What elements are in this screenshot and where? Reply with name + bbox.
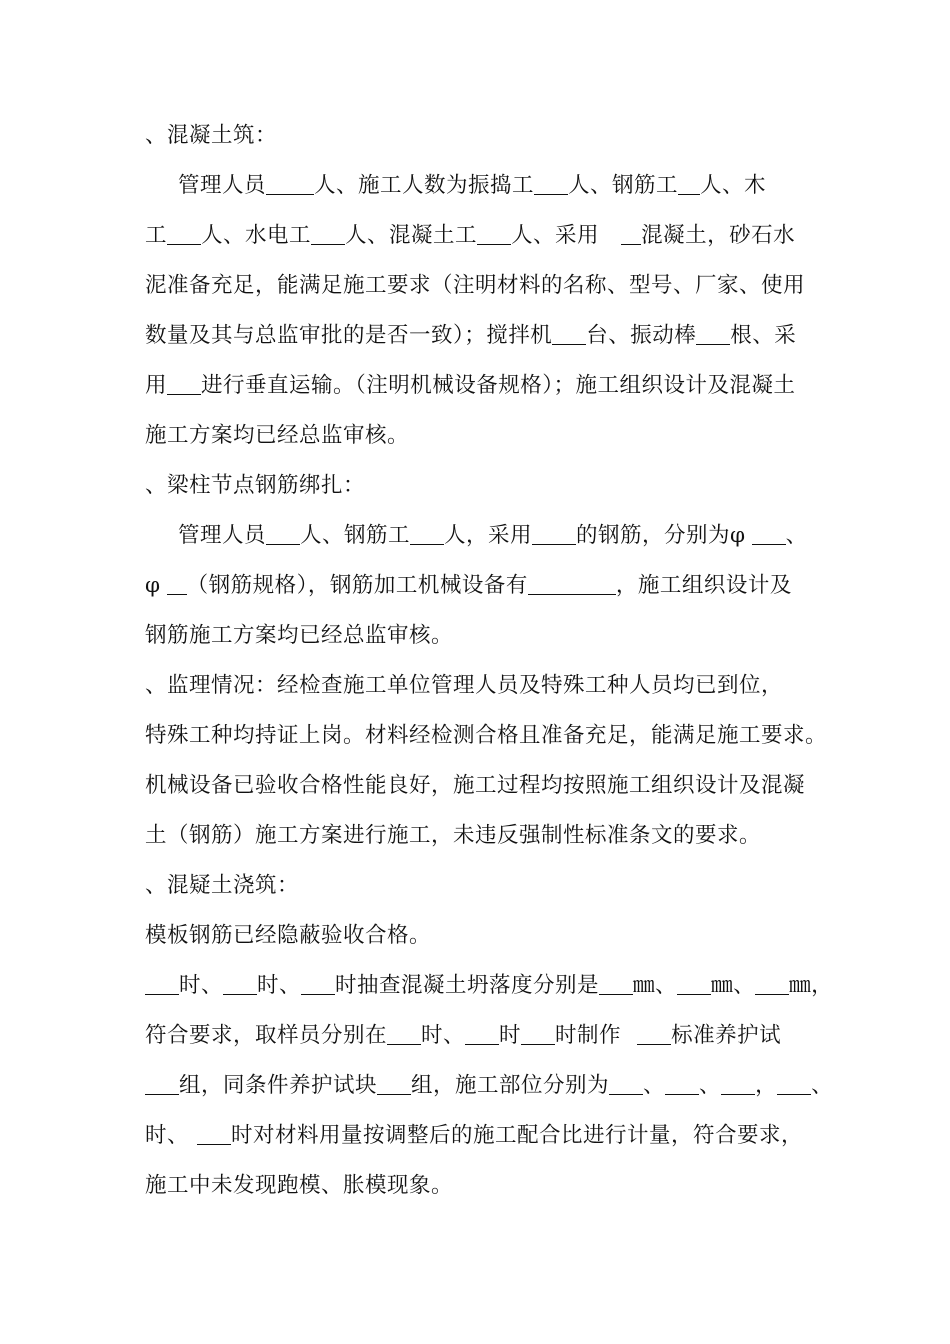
paragraph-line	[145, 371, 796, 401]
text-segment: 时、	[421, 1023, 466, 1048]
paragraph-line	[145, 1071, 833, 1101]
text-segment: φ	[145, 573, 161, 598]
text-segment: 土（钢筋）施工方案进行施工，未违反强制性标准条文的要求。	[145, 823, 762, 848]
text-segment: 的钢筋，分别为φ	[576, 523, 746, 548]
fill-blank[interactable]	[521, 1023, 555, 1046]
text-segment: 、监理情况：经检查施工单位管理人员及特殊工种人员均已到位，	[145, 673, 784, 698]
text-segment: ，	[755, 1073, 778, 1098]
fill-blank[interactable]	[387, 1023, 421, 1046]
fill-blank[interactable]	[266, 173, 314, 196]
fill-blank[interactable]	[301, 973, 335, 996]
text-segment: 施工中未发现跑模、胀模现象。	[145, 1173, 454, 1198]
text-segment: 泥准备充足，能满足施工要求（注明材料的名称、型号、厂家、使用	[145, 273, 806, 298]
fill-blank[interactable]	[145, 973, 179, 996]
fill-blank[interactable]	[410, 523, 444, 546]
text-segment: 人、木	[700, 173, 767, 198]
text-segment: 时、	[145, 1123, 190, 1148]
fill-blank[interactable]	[637, 1023, 671, 1046]
text-segment: 、	[811, 1073, 834, 1098]
fill-blank[interactable]	[752, 523, 786, 546]
text-segment: 时、	[257, 973, 302, 998]
fill-blank[interactable]	[599, 973, 633, 996]
text-segment: 、混凝土筑：	[145, 123, 278, 148]
text-segment: 用	[145, 373, 168, 398]
text-segment: 人、采用	[511, 223, 600, 248]
fill-blank[interactable]	[377, 1073, 411, 1096]
fill-blank[interactable]	[777, 1073, 811, 1096]
fill-blank[interactable]	[465, 1023, 499, 1046]
heading-supervision	[145, 671, 783, 701]
paragraph-line	[145, 971, 833, 1001]
fill-blank[interactable]	[477, 223, 511, 246]
paragraph-line	[178, 521, 808, 551]
text-segment: 、	[699, 1073, 722, 1098]
text-segment: 人、施工人数为振捣工	[314, 173, 535, 198]
text-segment: ㎜、	[633, 973, 678, 998]
text-segment: 进行垂直运输。（注明机械设备规格）；施工组织设计及混凝土	[201, 373, 796, 398]
text-segment: 、	[643, 1073, 666, 1098]
text-segment: ㎜，	[789, 973, 834, 998]
heading-concrete-pouring-2	[145, 871, 299, 901]
paragraph-line	[145, 421, 409, 451]
fill-blank[interactable]	[311, 223, 345, 246]
fill-blank[interactable]	[678, 173, 700, 196]
fill-blank[interactable]	[266, 523, 300, 546]
text-segment: 人、钢筋工	[568, 173, 679, 198]
text-segment: 时抽查混凝土坍落度分别是	[335, 973, 600, 998]
text-segment: 数量及其与总监审批的是否一致）；搅拌机	[145, 323, 553, 348]
paragraph-line	[145, 821, 761, 851]
text-segment: 工	[145, 223, 168, 248]
fill-blank[interactable]	[677, 973, 711, 996]
heading-concrete-pouring-1	[145, 121, 277, 151]
fill-blank[interactable]	[665, 1073, 699, 1096]
text-segment: 、梁柱节点钢筋绑扎：	[145, 473, 366, 498]
text-segment: 、混疑土浇筑：	[145, 873, 300, 898]
paragraph-line	[145, 621, 453, 651]
fill-blank[interactable]	[609, 1073, 643, 1096]
text-segment: 施工方案均已经总监审核。	[145, 423, 410, 448]
text-segment: 人、水电工	[201, 223, 312, 248]
fill-blank[interactable]	[621, 223, 641, 246]
text-segment: 根、采	[730, 323, 797, 348]
fill-blank[interactable]	[532, 523, 576, 546]
text-segment: ，施工组织设计及	[615, 573, 792, 598]
text-segment: 时、	[179, 973, 224, 998]
paragraph-line	[145, 721, 827, 751]
text-segment: 机械设备已验收合格性能良好，施工过程均按照施工组织设计及混凝	[145, 773, 806, 798]
text-segment: 特殊工种均持证上岗。材料经检测合格且准备充足，能满足施工要求。	[145, 723, 828, 748]
paragraph-line	[145, 221, 795, 251]
text-segment: 模板钢筋已经隐蔽验收合格。	[145, 923, 432, 948]
paragraph-line	[145, 1171, 453, 1201]
fill-blank[interactable]	[167, 573, 187, 596]
fill-blank[interactable]	[534, 173, 568, 196]
text-segment: 标准养护试	[671, 1023, 782, 1048]
text-segment: 人，采用	[444, 523, 533, 548]
text-segment: 台、振动棒	[586, 323, 697, 348]
fill-blank[interactable]	[167, 223, 201, 246]
fill-blank[interactable]	[552, 323, 586, 346]
paragraph-line	[145, 1021, 781, 1051]
paragraph-line	[145, 321, 796, 351]
paragraph-line	[145, 771, 805, 801]
paragraph-line	[178, 171, 766, 201]
text-segment: 人、混凝土工	[345, 223, 478, 248]
fill-blank[interactable]	[721, 1073, 755, 1096]
paragraph-line	[145, 571, 792, 601]
text-segment: 钢筋施工方案均已经总监审核。	[145, 623, 454, 648]
fill-blank[interactable]	[197, 1123, 231, 1146]
text-segment: 组，同条件养护试块	[179, 1073, 378, 1098]
paragraph-line	[145, 921, 431, 951]
text-segment: 时制作	[555, 1023, 622, 1048]
heading-beam-column-rebar	[145, 471, 365, 501]
text-segment: 混凝土，砂石水	[641, 223, 796, 248]
paragraph-line	[145, 1121, 803, 1151]
text-segment: 管理人员	[178, 173, 267, 198]
fill-blank[interactable]	[528, 573, 616, 596]
fill-blank[interactable]	[145, 1073, 179, 1096]
text-segment: 人、钢筋工	[300, 523, 411, 548]
fill-blank[interactable]	[223, 973, 257, 996]
fill-blank[interactable]	[696, 323, 730, 346]
text-segment: 组，施工部位分别为	[411, 1073, 610, 1098]
text-segment: 时对材料用量按调整后的施工配合比进行计量，符合要求，	[231, 1123, 804, 1148]
text-segment: 时	[499, 1023, 522, 1048]
text-segment: ㎜、	[711, 973, 756, 998]
text-segment: 符合要求，取样员分别在	[145, 1023, 388, 1048]
text-segment: 、	[785, 523, 808, 548]
text-segment: （钢筋规格），钢筋加工机械设备有	[186, 573, 528, 598]
fill-blank[interactable]	[755, 973, 789, 996]
paragraph-line	[145, 271, 805, 301]
text-segment: 管理人员	[178, 523, 267, 548]
fill-blank[interactable]	[167, 373, 201, 396]
